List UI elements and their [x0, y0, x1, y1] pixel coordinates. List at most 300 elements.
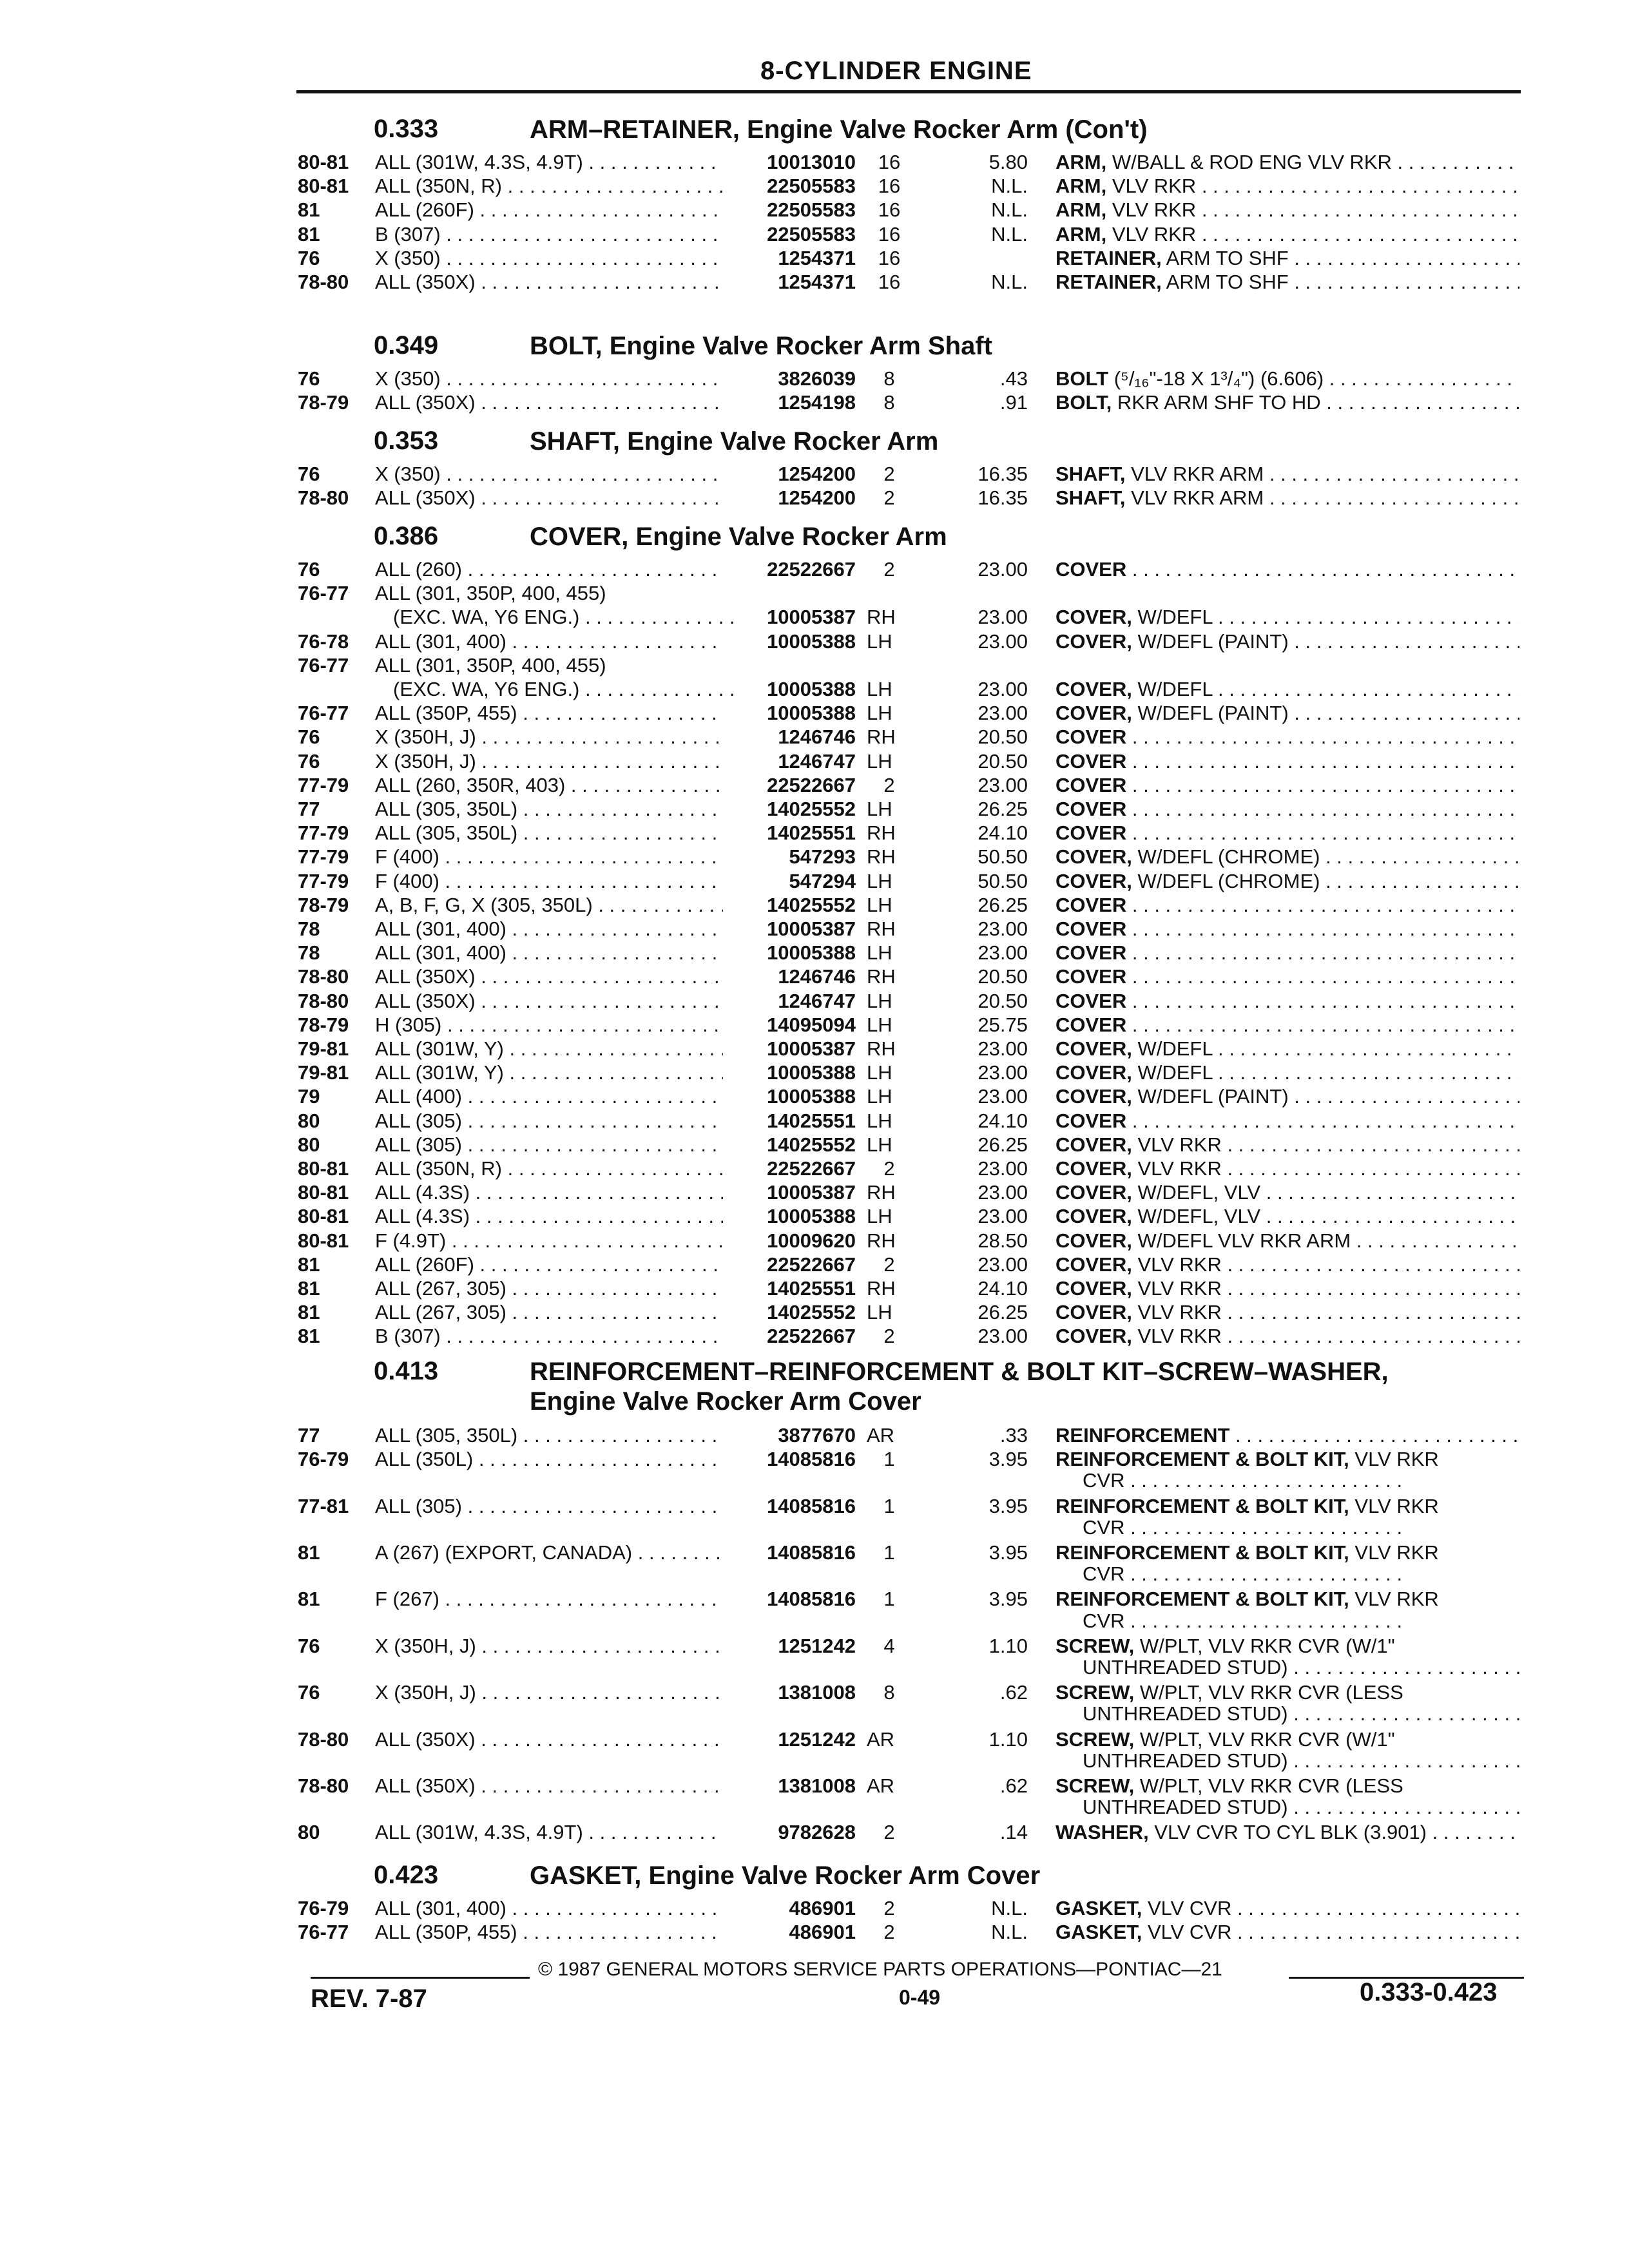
quantity: 2: [883, 1157, 895, 1180]
description: [1055, 918, 1519, 941]
model-years: 81: [298, 1325, 320, 1348]
price: N.L.: [991, 1921, 1028, 1944]
section-heading: [0, 1861, 1629, 1899]
part-row: [0, 1301, 1629, 1325]
description-noun: COVER: [1055, 749, 1127, 773]
application: ALL (4.3S) . . .: [375, 1181, 723, 1204]
quantity: LH: [867, 869, 892, 892]
application: ALL (350P, 455) . . .: [375, 1921, 723, 1944]
quantity: 8: [883, 1681, 895, 1704]
model-years: 76: [298, 246, 320, 269]
part-number: 14025551: [767, 1277, 856, 1300]
description: ARM, VLV RKR . . .: [1055, 198, 1519, 222]
part-number: 1254371: [778, 246, 856, 269]
model-years: 77: [298, 1424, 320, 1446]
quantity: LH: [867, 893, 892, 916]
page-header: 8-CYLINDER ENGINE: [760, 57, 1032, 85]
part-number: 1246747: [778, 989, 856, 1012]
part-row: [0, 941, 1629, 966]
description-noun: COVER,: [1055, 1061, 1132, 1084]
model-years: 81: [298, 1588, 320, 1611]
description-noun: COVER,: [1055, 1181, 1132, 1204]
application: A, B, F, G, X (305, 350L) . . .: [375, 894, 723, 917]
model-years: 81: [298, 1541, 320, 1564]
section-title: ARM–RETAINER, Engine Valve Rocker Arm (Con't): [530, 115, 1148, 144]
price: 23.00: [978, 1037, 1028, 1060]
model-years: 79: [298, 1085, 320, 1108]
model-years: 78-80: [298, 1727, 349, 1751]
price: .62: [999, 1774, 1028, 1797]
part-row: [0, 558, 1629, 582]
description: COVER, W/DEFL . . .: [1055, 1061, 1519, 1084]
section-heading: [0, 115, 1629, 153]
quantity: 1: [883, 1541, 895, 1564]
price: 23.00: [978, 941, 1028, 965]
quantity: 2: [883, 1821, 895, 1844]
application: ALL (301, 350P, 400, 455): [375, 653, 606, 677]
model-years: 80-81: [298, 175, 349, 198]
application: ALL (260F) . . .: [375, 1253, 723, 1276]
price: 23.00: [978, 629, 1028, 653]
part-row-continued: [0, 1702, 1629, 1727]
price: .43: [999, 367, 1028, 390]
description-noun: SHAFT,: [1055, 463, 1126, 485]
application: (EXC. WA, Y6 ENG.) . . .: [393, 678, 741, 701]
description-noun: GASKET,: [1055, 1921, 1142, 1944]
price: 23.00: [978, 773, 1028, 796]
description: [1055, 750, 1519, 773]
part-row: [0, 223, 1629, 247]
description: ARM, W/BALL & ROD ENG VLV RKR . . .: [1055, 151, 1519, 174]
part-row: [0, 1424, 1629, 1448]
description-noun: REINFORCEMENT & BOLT KIT,: [1055, 1448, 1349, 1471]
part-row: [0, 1205, 1629, 1229]
description-noun: RETAINER,: [1055, 271, 1162, 293]
quantity: RH: [867, 1277, 896, 1300]
price: 20.50: [978, 965, 1028, 988]
description: RETAINER, ARM TO SHF . . .: [1055, 247, 1519, 270]
application: ALL (305, 350L) . . .: [375, 798, 723, 821]
description: COVER, VLV RKR . . .: [1055, 1277, 1519, 1300]
application: ALL (301, 400) . . .: [375, 941, 723, 965]
quantity: LH: [867, 1133, 892, 1156]
quantity: AR: [867, 1774, 895, 1797]
part-row-continued: [0, 1469, 1629, 1494]
price: 23.00: [978, 1205, 1028, 1228]
description: REINFORCEMENT & BOLT KIT, VLV RKR: [1055, 1588, 1439, 1611]
price: 20.50: [978, 726, 1028, 749]
description-noun: SHAFT,: [1055, 486, 1126, 510]
application: X (350H, J) . . .: [375, 1635, 723, 1658]
part-row-continued: [0, 1610, 1629, 1634]
description-noun: COVER,: [1055, 1085, 1132, 1108]
price: N.L.: [991, 1897, 1028, 1919]
model-years: 76: [298, 1634, 320, 1657]
part-row: [0, 1229, 1629, 1254]
part-number: 1254200: [778, 463, 856, 485]
application: ALL (301, 400) . . .: [375, 918, 723, 941]
part-row: [0, 870, 1629, 894]
part-row: [0, 1897, 1629, 1921]
model-years: 78-80: [298, 989, 349, 1012]
price: 25.75: [978, 1013, 1028, 1036]
part-row: [0, 367, 1629, 392]
part-row: [0, 894, 1629, 918]
model-years: 79-81: [298, 1061, 349, 1084]
description-noun: WASHER,: [1055, 1821, 1149, 1844]
description-noun: COVER,: [1055, 678, 1132, 700]
part-number: 10005388: [767, 941, 856, 965]
description: [1055, 558, 1519, 581]
description-noun: COVER: [1055, 918, 1127, 940]
description: SCREW, W/PLT, VLV RKR CVR (LESS: [1055, 1774, 1403, 1797]
part-row-continued: [0, 1749, 1629, 1774]
part-number: 14095094: [767, 1013, 856, 1036]
part-row: [0, 1253, 1629, 1278]
application: ALL (301W, 4.3S, 4.9T) . . .: [375, 151, 723, 174]
footer-rule-left: [311, 1977, 530, 1979]
part-number: 1251242: [778, 1727, 856, 1751]
description: COVER, W/DEFL (CHROME) . . .: [1055, 870, 1519, 893]
description-noun: REINFORCEMENT & BOLT KIT,: [1055, 1494, 1349, 1517]
part-number: 14025552: [767, 893, 856, 916]
application: ALL (305) . . .: [375, 1110, 723, 1133]
description-continued: UNTHREADED STUD) . . .: [1083, 1796, 1521, 1819]
application: ALL (305) . . .: [375, 1495, 723, 1518]
quantity: 2: [883, 1253, 895, 1276]
quantity: RH: [867, 606, 896, 629]
quantity: LH: [867, 1085, 892, 1108]
part-row: [0, 486, 1629, 511]
application: ALL (305, 350L) . . .: [375, 1424, 723, 1447]
section-number: 0.386: [374, 522, 439, 550]
part-row: [0, 990, 1629, 1014]
application: ALL (305) . . .: [375, 1133, 723, 1157]
quantity: RH: [867, 965, 896, 988]
application: ALL (350N, R) . . .: [375, 175, 723, 198]
description-noun: COVER,: [1055, 702, 1132, 725]
model-years: 76-78: [298, 629, 349, 653]
quantity: AR: [867, 1424, 895, 1446]
part-number: 10005387: [767, 1181, 856, 1204]
part-row: [0, 1325, 1629, 1349]
description-continued: UNTHREADED STUD) . . .: [1083, 1702, 1521, 1725]
price: 23.00: [978, 558, 1028, 581]
description: [1055, 941, 1519, 965]
section-heading: [0, 522, 1629, 561]
part-row: [0, 271, 1629, 295]
quantity: LH: [867, 1013, 892, 1036]
part-row: [0, 798, 1629, 822]
model-years: 80-81: [298, 1205, 349, 1228]
page-number: 0-49: [899, 1986, 941, 2009]
quantity: 4: [883, 1634, 895, 1657]
application: ALL (267, 305) . . .: [375, 1301, 723, 1324]
part-number: 3877670: [778, 1424, 856, 1446]
model-years: 80: [298, 1133, 320, 1156]
description-noun: COVER: [1055, 726, 1127, 749]
quantity: 16: [878, 246, 901, 269]
price: 23.00: [978, 702, 1028, 725]
quantity: 16: [878, 222, 901, 245]
model-years: 78-80: [298, 271, 349, 293]
section-number: 0.333: [374, 115, 439, 143]
description-noun: COVER,: [1055, 1133, 1132, 1156]
description: COVER, W/DEFL, VLV . . .: [1055, 1181, 1519, 1204]
description-noun: COVER,: [1055, 1253, 1132, 1276]
model-years: 80: [298, 1109, 320, 1132]
application: ALL (267, 305) . . .: [375, 1277, 723, 1300]
quantity: RH: [867, 1229, 896, 1252]
description: REINFORCEMENT & BOLT KIT, VLV RKR: [1055, 1541, 1439, 1564]
price: 20.50: [978, 989, 1028, 1012]
part-row: [0, 774, 1629, 798]
description: [1055, 822, 1519, 845]
part-row: [0, 1181, 1629, 1206]
part-number: 10005388: [767, 629, 856, 653]
description-noun: COVER: [1055, 773, 1127, 796]
part-number: 547294: [789, 869, 856, 892]
part-number: 1246746: [778, 965, 856, 988]
description: COVER, VLV RKR . . .: [1055, 1325, 1519, 1348]
description-noun: COVER: [1055, 989, 1127, 1012]
application: H (305) . . .: [375, 1014, 723, 1037]
description: BOLT, RKR ARM SHF TO HD . . .: [1055, 391, 1519, 414]
description: [1055, 1014, 1519, 1037]
part-number: 14025551: [767, 1109, 856, 1132]
description: COVER, VLV RKR . . .: [1055, 1133, 1519, 1157]
description-noun: COVER: [1055, 893, 1127, 916]
application: ALL (350X) . . .: [375, 271, 723, 294]
part-row: [0, 1821, 1629, 1845]
application: ALL (4.3S) . . .: [375, 1205, 723, 1228]
description-noun: SCREW,: [1055, 1681, 1135, 1704]
quantity: LH: [867, 941, 892, 965]
price: 5.80: [988, 151, 1028, 173]
model-years: 81: [298, 1301, 320, 1324]
model-years: 77: [298, 798, 320, 820]
part-row: [0, 391, 1629, 416]
price: 23.00: [978, 1253, 1028, 1276]
price: .91: [999, 391, 1028, 414]
model-years: 76-77: [298, 1921, 349, 1944]
part-number: 10005388: [767, 1205, 856, 1228]
price: 26.25: [978, 1133, 1028, 1156]
description: [1055, 726, 1519, 749]
quantity: LH: [867, 1301, 892, 1324]
application: X (350) . . .: [375, 367, 723, 390]
model-years: 81: [298, 1253, 320, 1276]
section-heading: [0, 427, 1629, 465]
application: X (350H, J) . . .: [375, 750, 723, 773]
price: 28.50: [978, 1229, 1028, 1252]
part-row: [0, 654, 1629, 678]
price: 1.10: [988, 1634, 1028, 1657]
description: COVER, W/DEFL . . .: [1055, 1037, 1519, 1061]
part-row: [0, 845, 1629, 870]
quantity: 2: [883, 558, 895, 581]
section-title: REINFORCEMENT–REINFORCEMENT & BOLT KIT–SCREW–WASHER, Engine Valve Rocker Arm Cover: [530, 1358, 1389, 1416]
part-number: 547293: [789, 845, 856, 869]
description-noun: REINFORCEMENT & BOLT KIT,: [1055, 1541, 1349, 1564]
description: GASKET, VLV CVR . . .: [1055, 1921, 1519, 1944]
part-number: 22505583: [767, 175, 856, 198]
description: [1055, 774, 1519, 797]
model-years: 76-77: [298, 653, 349, 677]
part-number: 22505583: [767, 198, 856, 222]
price: 16.35: [978, 463, 1028, 485]
model-years: 76: [298, 367, 320, 390]
description: COVER, VLV RKR . . .: [1055, 1253, 1519, 1276]
description-continued: CVR . . .: [1083, 1562, 1521, 1586]
section-heading: [0, 1357, 1629, 1416]
application: (EXC. WA, Y6 ENG.) . . .: [393, 606, 741, 629]
description: WASHER, VLV CVR TO CYL BLK (3.901) . . .: [1055, 1821, 1519, 1844]
part-number: 14025552: [767, 798, 856, 820]
description-noun: REINFORCEMENT: [1055, 1424, 1230, 1446]
application: X (350H, J) . . .: [375, 726, 723, 749]
price: 23.00: [978, 1157, 1028, 1180]
price: 24.10: [978, 1277, 1028, 1300]
section-title: COVER, Engine Valve Rocker Arm: [530, 523, 947, 551]
quantity: LH: [867, 1109, 892, 1132]
model-years: 80: [298, 1821, 320, 1844]
part-number: 22505583: [767, 222, 856, 245]
application: A (267) (EXPORT, CANADA) . . .: [375, 1541, 723, 1564]
part-row: [0, 630, 1629, 655]
quantity: 2: [883, 463, 895, 485]
description-noun: COVER: [1055, 558, 1127, 581]
quantity: LH: [867, 678, 892, 700]
quantity: 16: [878, 175, 901, 198]
part-number: 10013010: [767, 151, 856, 173]
part-row: [0, 463, 1629, 487]
part-number: 14085816: [767, 1448, 856, 1471]
application: F (400) . . .: [375, 870, 723, 893]
description: BOLT (⁵/₁₆"-18 X 1³/₄") (6.606) . . .: [1055, 367, 1519, 390]
part-number: 1254198: [778, 391, 856, 414]
model-years: 80-81: [298, 1229, 349, 1252]
quantity: RH: [867, 822, 896, 845]
description: COVER, W/DEFL VLV RKR ARM . . .: [1055, 1229, 1519, 1253]
price: 3.95: [988, 1494, 1028, 1517]
section-title: SHAFT, Engine Valve Rocker Arm: [530, 427, 939, 456]
description-noun: ARM,: [1055, 175, 1107, 198]
description-noun: COVER,: [1055, 845, 1132, 869]
model-years: 76-79: [298, 1448, 349, 1471]
model-years: 79-81: [298, 1037, 349, 1060]
quantity: 1: [883, 1494, 895, 1517]
description-noun: COVER,: [1055, 1037, 1132, 1060]
model-years: 77-79: [298, 845, 349, 869]
model-years: 78: [298, 918, 320, 940]
description: SCREW, W/PLT, VLV RKR CVR (LESS: [1055, 1681, 1403, 1704]
description: [1055, 798, 1519, 821]
description: REINFORCEMENT & BOLT KIT, VLV RKR: [1055, 1448, 1439, 1471]
application: B (307) . . .: [375, 223, 723, 246]
price: N.L.: [991, 175, 1028, 198]
quantity: LH: [867, 989, 892, 1012]
part-row: [0, 918, 1629, 942]
description-noun: COVER,: [1055, 1325, 1132, 1348]
quantity: LH: [867, 1205, 892, 1228]
part-row: [0, 750, 1629, 774]
description: SHAFT, VLV RKR ARM . . .: [1055, 486, 1519, 510]
description-noun: ARM,: [1055, 198, 1107, 222]
description-noun: SCREW,: [1055, 1634, 1135, 1657]
price: 23.00: [978, 606, 1028, 629]
model-years: 81: [298, 198, 320, 222]
part-number: 22522667: [767, 1157, 856, 1180]
application: ALL (301, 400) . . .: [375, 1897, 723, 1920]
application: ALL (260) . . .: [375, 558, 723, 581]
description: COVER, W/DEFL (PAINT) . . .: [1055, 1085, 1519, 1108]
quantity: 2: [883, 1325, 895, 1348]
model-years: 76-79: [298, 1897, 349, 1919]
part-number: 1254200: [778, 486, 856, 510]
part-number: 10005387: [767, 918, 856, 940]
application: X (350) . . .: [375, 247, 723, 270]
application: ALL (350L) . . .: [375, 1448, 723, 1471]
description: REINFORCEMENT & BOLT KIT, VLV RKR: [1055, 1494, 1439, 1517]
price: 3.95: [988, 1448, 1028, 1471]
price: 16.35: [978, 486, 1028, 510]
part-number: 10005388: [767, 1085, 856, 1108]
price: 3.95: [988, 1588, 1028, 1611]
description: ARM, VLV RKR . . .: [1055, 175, 1519, 198]
part-row: [0, 151, 1629, 175]
model-years: 77-81: [298, 1494, 349, 1517]
model-years: 77-79: [298, 869, 349, 892]
quantity: RH: [867, 726, 896, 749]
description-continued: CVR . . .: [1083, 1610, 1521, 1633]
model-years: 76: [298, 749, 320, 773]
model-years: 78-80: [298, 965, 349, 988]
description-noun: COVER,: [1055, 1301, 1132, 1324]
part-number: 1381008: [778, 1681, 856, 1704]
part-number: 3826039: [778, 367, 856, 390]
price: 50.50: [978, 845, 1028, 869]
part-number: 22522667: [767, 1325, 856, 1348]
description-noun: COVER,: [1055, 629, 1132, 653]
description: [1055, 990, 1519, 1013]
description: GASKET, VLV CVR . . .: [1055, 1897, 1519, 1920]
price: 23.00: [978, 1085, 1028, 1108]
application: ALL (301, 350P, 400, 455): [375, 582, 606, 605]
price: 1.10: [988, 1727, 1028, 1751]
quantity: LH: [867, 798, 892, 820]
part-row: [0, 1061, 1629, 1086]
description: COVER, W/DEFL (PAINT) . . .: [1055, 702, 1519, 725]
model-years: 81: [298, 222, 320, 245]
part-row: [0, 1157, 1629, 1182]
description-noun: SCREW,: [1055, 1727, 1135, 1751]
description-noun: COVER: [1055, 1013, 1127, 1036]
model-years: 78-80: [298, 1774, 349, 1797]
model-years: 76: [298, 726, 320, 749]
description-noun: REINFORCEMENT & BOLT KIT,: [1055, 1588, 1349, 1611]
model-years: 78-80: [298, 486, 349, 510]
part-number: 9782628: [778, 1821, 856, 1844]
description: COVER, W/DEFL (CHROME) . . .: [1055, 845, 1519, 869]
quantity: 2: [883, 486, 895, 510]
price: 23.00: [978, 1325, 1028, 1348]
price: 3.95: [988, 1541, 1028, 1564]
description: COVER, VLV RKR . . .: [1055, 1301, 1519, 1324]
quantity: LH: [867, 629, 892, 653]
part-row: [0, 582, 1629, 606]
application: X (350H, J) . . .: [375, 1681, 723, 1704]
